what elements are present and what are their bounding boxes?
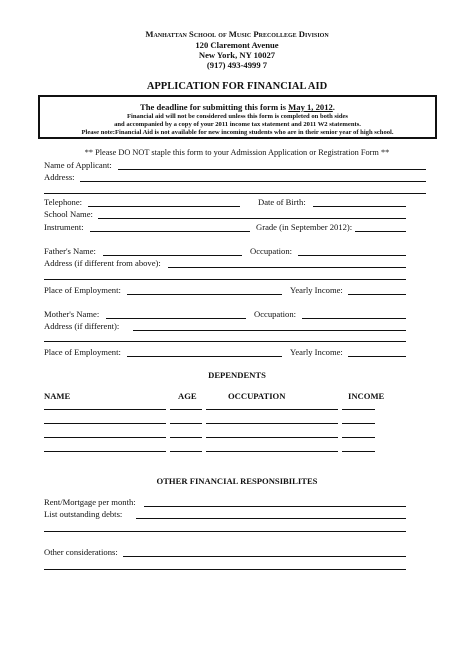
dependent-age-field[interactable] (170, 451, 202, 452)
date-of-birth-label: Date of Birth: (258, 197, 306, 207)
father-address-label: Address (if different from above): (44, 258, 161, 268)
dependents-col-income: INCOME (348, 391, 385, 401)
fathers-name-field[interactable] (103, 255, 242, 256)
dependent-income-field[interactable] (342, 437, 375, 438)
outstanding-debts-field[interactable] (136, 518, 406, 519)
dependent-age-field[interactable] (170, 423, 202, 424)
notice-line-2: Financial aid will not be considered unless this form is completed on both sides (127, 113, 348, 120)
school-street: 120 Claremont Avenue (195, 40, 279, 50)
dependent-occupation-field[interactable] (206, 451, 338, 452)
outstanding-debts-label: List outstanding debts: (44, 509, 123, 519)
dependent-name-field[interactable] (44, 451, 166, 452)
deadline-date: May 1, 2012 (288, 102, 333, 112)
mothers-name-label: Mother's Name: (44, 309, 100, 319)
address-field[interactable] (80, 181, 426, 182)
mother-occupation-label: Occupation: (254, 309, 296, 319)
grade-label: Grade (in September 2012): (256, 222, 353, 232)
fathers-name-label: Father's Name: (44, 246, 96, 256)
dependent-occupation-field[interactable] (206, 423, 338, 424)
instrument-field[interactable] (90, 231, 250, 232)
father-income-field[interactable] (348, 294, 406, 295)
mother-occupation-field[interactable] (302, 318, 406, 319)
father-employment-label: Place of Employment: (44, 285, 121, 295)
school-name: Manhattan School of Music Precollege Division (145, 29, 329, 39)
form-title: APPLICATION FOR FINANCIAL AID (146, 81, 328, 92)
date-of-birth-field[interactable] (313, 206, 406, 207)
father-occupation-label: Occupation: (250, 246, 292, 256)
dependent-name-field[interactable] (44, 409, 166, 410)
outstanding-debts-field-line-2[interactable] (44, 531, 406, 532)
father-income-label: Yearly Income: (290, 285, 343, 295)
grade-field[interactable] (355, 231, 406, 232)
rent-mortgage-label: Rent/Mortgage per month: (44, 497, 136, 507)
dependents-col-age: AGE (178, 391, 197, 401)
mother-address-field[interactable] (133, 330, 406, 331)
dependent-income-field[interactable] (342, 409, 375, 410)
address-field-line-2[interactable] (44, 193, 426, 194)
dependents-col-name: NAME (44, 391, 71, 401)
address-label: Address: (44, 172, 75, 182)
dependent-name-field[interactable] (44, 423, 166, 424)
other-considerations-label: Other considerations: (44, 547, 118, 557)
dependent-age-field[interactable] (170, 437, 202, 438)
father-address-field[interactable] (168, 267, 406, 268)
mother-employment-label: Place of Employment: (44, 347, 121, 357)
dependent-name-field[interactable] (44, 437, 166, 438)
father-address-field-line-2[interactable] (44, 279, 406, 280)
mother-income-field[interactable] (348, 356, 406, 357)
other-considerations-field[interactable] (123, 556, 406, 557)
rent-mortgage-field[interactable] (144, 506, 406, 507)
father-employment-field[interactable] (127, 294, 282, 295)
dependent-occupation-field[interactable] (206, 409, 338, 410)
dependents-col-occupation: OCCUPATION (228, 391, 286, 401)
mother-employment-field[interactable] (127, 356, 282, 357)
name-of-applicant-field[interactable] (118, 169, 426, 170)
mother-address-label: Address (if different): (44, 321, 120, 331)
deadline-line: The deadline for submitting this form is May 1, 2012. (140, 102, 335, 112)
dependent-income-field[interactable] (342, 423, 375, 424)
mother-address-field-line-2[interactable] (44, 341, 406, 342)
dependent-age-field[interactable] (170, 409, 202, 410)
other-financial-heading: OTHER FINANCIAL RESPONSIBILITES (156, 476, 318, 486)
dependent-occupation-field[interactable] (206, 437, 338, 438)
notice-line-4: Please note:Financial Aid is not available for new incoming students who are in their senior year of high school. (81, 129, 394, 136)
telephone-label: Telephone: (44, 197, 83, 207)
mothers-name-field[interactable] (106, 318, 246, 319)
notice-line-3: and accompanied by a copy of your 2011 income tax statement and 2011 W2 statements. (114, 121, 361, 128)
mother-income-label: Yearly Income: (290, 347, 343, 357)
school-name-field[interactable] (98, 218, 406, 219)
telephone-field[interactable] (88, 206, 240, 207)
name-of-applicant-label: Name of Applicant: (44, 160, 112, 170)
deadline-notice-box (38, 95, 437, 139)
father-occupation-field[interactable] (298, 255, 406, 256)
other-considerations-field-line-2[interactable] (44, 569, 406, 570)
instrument-label: Instrument: (44, 222, 84, 232)
staple-note: ** Please DO NOT staple this form to your Admission Application or Registration Form ** (84, 148, 390, 157)
school-city: New York, NY 10027 (198, 50, 276, 60)
school-phone: (917) 493-4999 7 (206, 60, 268, 70)
school-name-label: School Name: (44, 209, 93, 219)
dependent-income-field[interactable] (342, 451, 375, 452)
dependents-heading: DEPENDENTS (208, 370, 266, 380)
